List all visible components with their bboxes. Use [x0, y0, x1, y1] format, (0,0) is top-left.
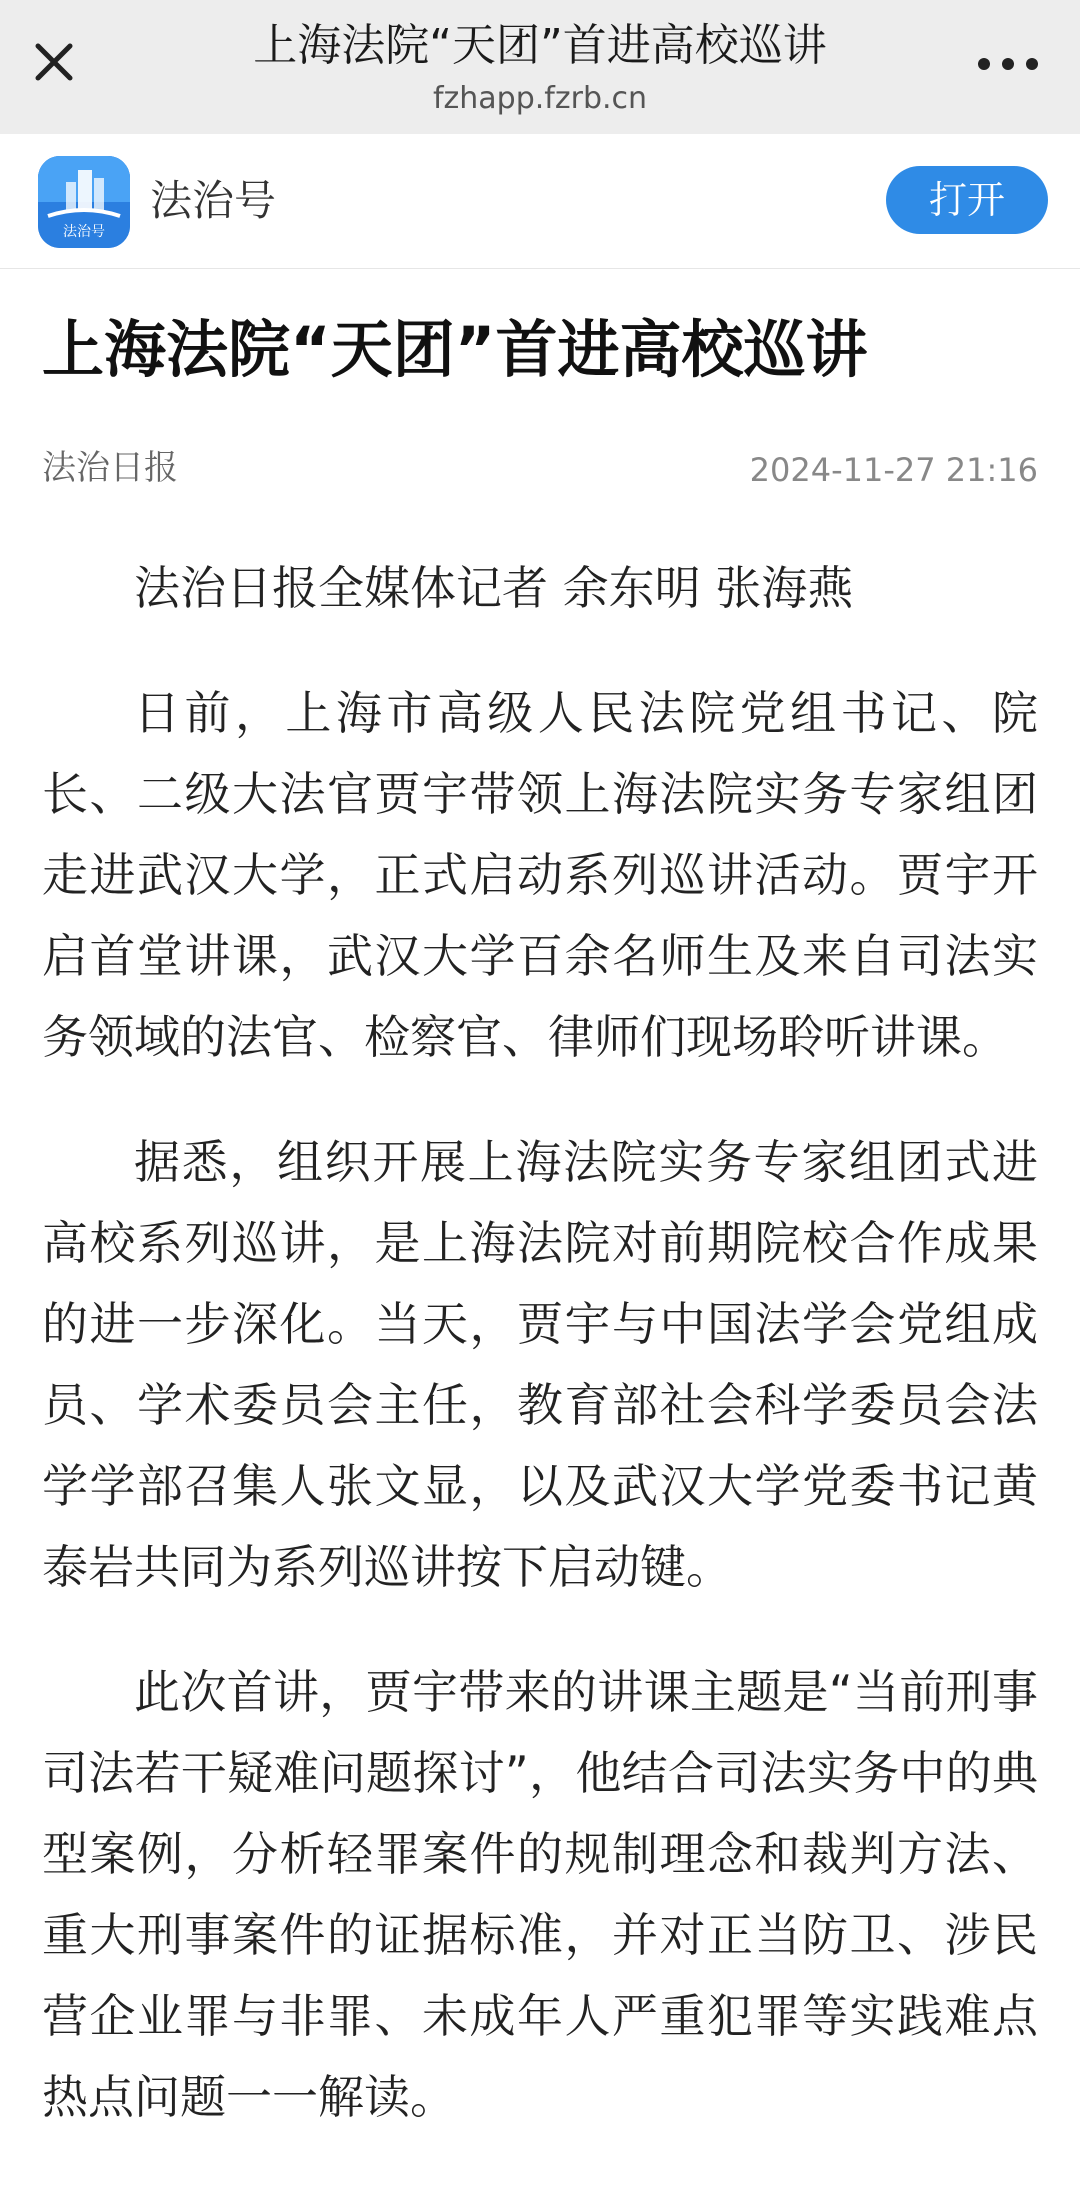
browser-top-bar	[0, 0, 1080, 134]
article-paragraph: 法治日报全媒体记者 余东明 张海燕	[134, 561, 854, 615]
app-name: 法治号	[150, 176, 277, 225]
article-paragraph: 此次首讲，贾宇带来的讲课主题是“当前刑事司法若干疑难问题探讨”，他结合司法实务中的典型案例，分析轻罪案件的规制理念和裁判方法、重大刑事案件的证据标准，并对正当防卫、涉民营企业罪与非罪、未成年人严重犯罪等实践难点热点问题一一解读。	[42, 1665, 1038, 2124]
page-url: fzhapp.fzrb.cn	[432, 81, 648, 116]
article-paragraph: 据悉，组织开展上海法院实务专家组团式进高校系列巡讲，是上海法院对前期院校合作成果的进一步深化。当天，贾宇与中国法学会党组成员、学术委员会主任，教育部社会科学委员会法学学部召集人张文显，以及武汉大学党委书记黄泰岩共同为系列巡讲按下启动键。	[42, 1135, 1038, 1594]
article-time: 2024-11-27 21:16	[749, 451, 1038, 489]
page-title: 上海法院“天团”首进高校巡讲	[253, 20, 827, 71]
more-dots-icon[interactable]	[972, 44, 1044, 84]
article-paragraph: 日前，上海市高级人民法院党组书记、院长、二级大法官贾宇带领上海法院实务专家组团走进武汉大学，正式启动系列巡讲活动。贾宇开启首堂讲课，武汉大学百余名师生及来自司法实务领域的法官、检察官、律师们现场聆听讲课。	[42, 686, 1038, 1064]
app-logo-text: 法治号	[63, 224, 105, 240]
close-icon[interactable]	[22, 30, 86, 94]
app-logo-icon	[38, 156, 130, 248]
article-body	[42, 548, 1038, 2182]
open-app-button[interactable]: 打开	[886, 166, 1048, 234]
article-title: 上海法院“天团”首进高校巡讲	[42, 313, 868, 386]
article-source[interactable]: 法治日报	[42, 448, 178, 488]
app-download-banner	[0, 134, 1080, 269]
